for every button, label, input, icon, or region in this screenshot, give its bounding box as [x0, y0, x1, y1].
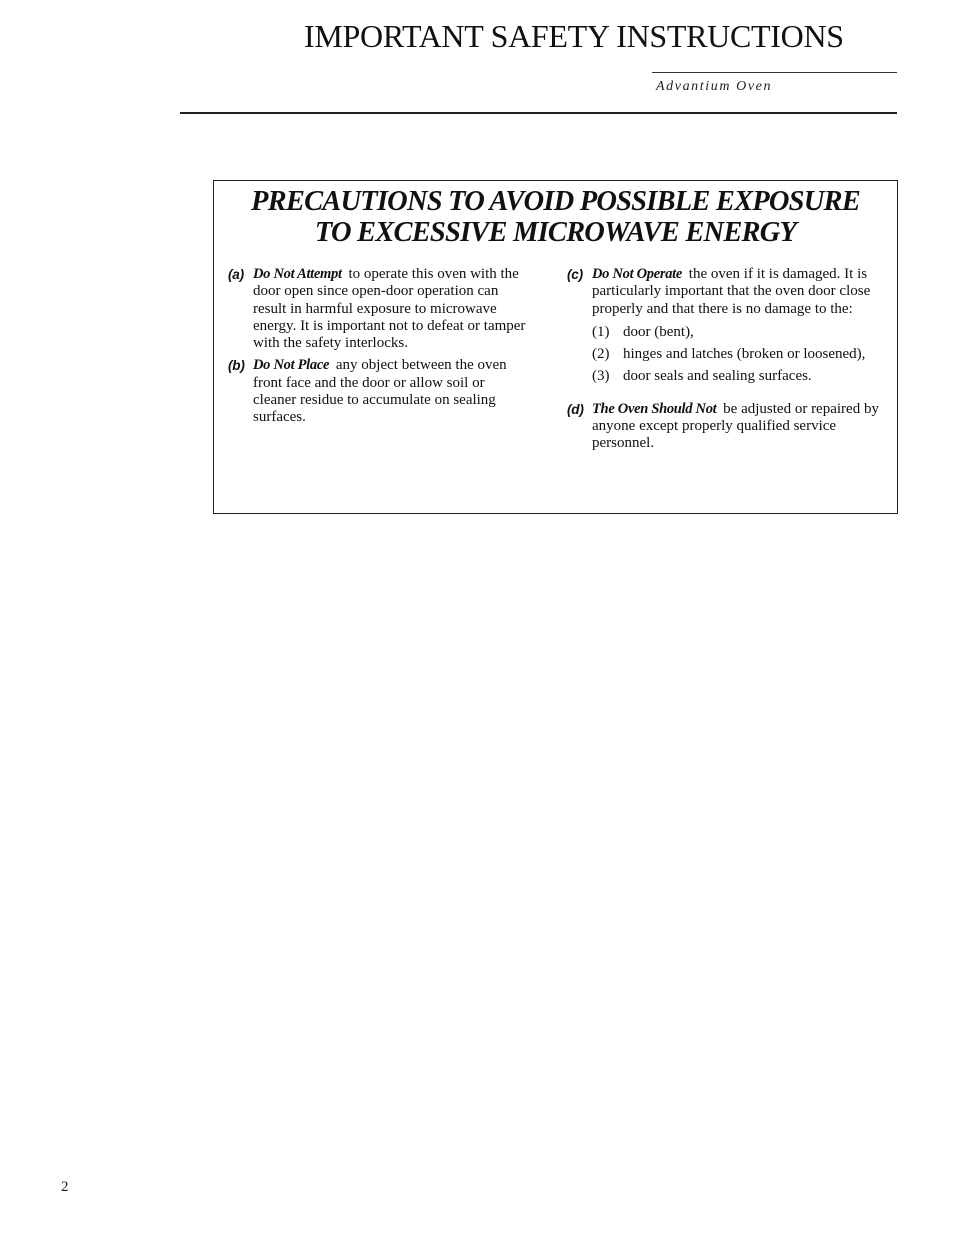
item-text: any object between the oven front face and the door or allow soil or cleaner residue to accumulate on sealing surfaces.	[253, 357, 507, 426]
page-subtitle: Advantium Oven	[656, 79, 773, 94]
precaution-item-a	[228, 266, 528, 352]
item-lead: The Oven Should Not	[592, 400, 717, 417]
sublist-item	[592, 368, 887, 385]
item-letter: (b)	[228, 358, 245, 374]
header-divider	[180, 112, 897, 114]
item-text: the oven if it is damaged. It is particularly important that the oven door close properly and that there is no damage to the:	[592, 266, 871, 317]
precautions-heading	[214, 186, 897, 248]
damage-sublist	[592, 324, 887, 386]
precaution-item-d	[567, 401, 887, 453]
sublist-number: (2)	[592, 346, 610, 363]
item-letter: (a)	[228, 267, 244, 282]
item-letter: (d)	[567, 401, 584, 417]
sublist-text: door seals and sealing surfaces.	[623, 368, 812, 385]
heading-line-1: PRECAUTIONS TO AVOID POSSIBLE EXPOSURE	[251, 186, 860, 217]
item-lead: Do Not Attempt	[253, 266, 342, 282]
sublist-number: (3)	[592, 368, 610, 385]
precautions-column-left	[228, 266, 528, 432]
item-letter: (c)	[567, 267, 583, 282]
sublist-number: (1)	[592, 323, 610, 340]
precaution-item-c	[567, 266, 887, 386]
precaution-item-b	[228, 357, 528, 426]
page-number: 2	[61, 1179, 69, 1195]
item-lead: Do Not Place	[253, 357, 330, 374]
sublist-text: hinges and latches (broken or loosened),	[623, 346, 866, 363]
page-title: IMPORTANT SAFETY INSTRUCTIONS	[304, 18, 844, 54]
sublist-item	[592, 346, 887, 363]
title-divider	[652, 72, 897, 73]
item-lead: Do Not Operate	[592, 266, 683, 282]
item-text: to operate this oven with the door open since open-door operation can result in harmful exposure to microwave energy. It is important not to defeat or tamper with the safety interlocks.	[253, 266, 526, 352]
item-text: be adjusted or repaired by anyone except properly qualified service personnel.	[592, 400, 879, 452]
precautions-column-right	[567, 266, 887, 458]
sublist-text: door (bent),	[623, 323, 694, 340]
precautions-box	[213, 180, 898, 514]
heading-line-2: TO EXCESSIVE MICROWAVE ENERGY	[314, 217, 797, 248]
sublist-item	[592, 324, 887, 341]
